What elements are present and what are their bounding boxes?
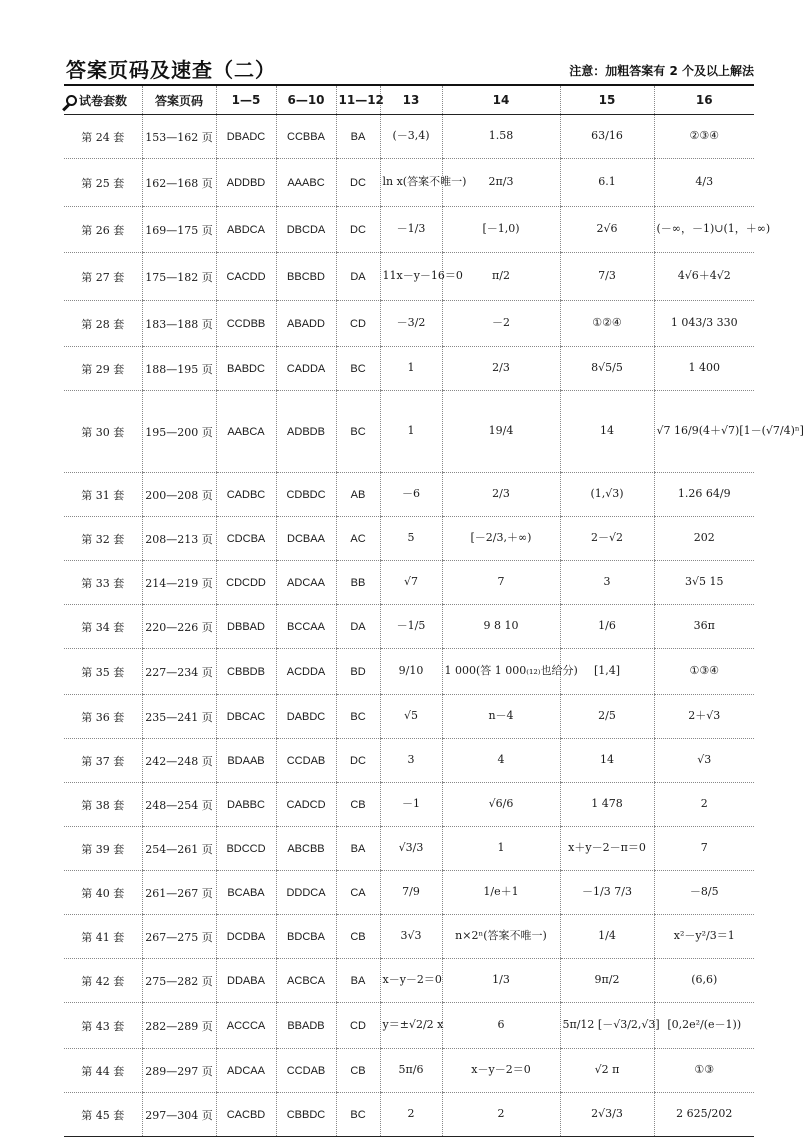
table-row <box>64 391 754 473</box>
cell-6-10: BCCAA <box>276 605 336 649</box>
cell-15: 2√3/3 <box>560 1093 654 1137</box>
cell-6-10: CCBBA <box>276 115 336 159</box>
cell-15: (1,√3) <box>560 473 654 517</box>
col-header-13: 13 <box>380 86 442 115</box>
cell-6-10: ADCAA <box>276 561 336 605</box>
cell-set: 第 41 套 <box>64 915 142 959</box>
cell-pages: 208—213 页 <box>142 517 216 561</box>
cell-13: －6 <box>380 473 442 517</box>
cell-pages: 289—297 页 <box>142 1049 216 1093</box>
cell-6-10: CADDA <box>276 347 336 391</box>
cell-15: [1,4] <box>560 649 654 695</box>
cell-set: 第 25 套 <box>64 159 142 207</box>
cell-13: 9/10 <box>380 649 442 695</box>
cell-pages: 254—261 页 <box>142 827 216 871</box>
table-row <box>64 517 754 561</box>
cell-13: √7 <box>380 561 442 605</box>
col-header-11-12: 11—12 <box>336 86 380 115</box>
table-row <box>64 1093 754 1137</box>
cell-16: －8/5 <box>654 871 754 915</box>
cell-13: √5 <box>380 695 442 739</box>
cell-pages: 248—254 页 <box>142 783 216 827</box>
cell-16: 2 625/202 <box>654 1093 754 1137</box>
cell-13: (－3,4) <box>380 115 442 159</box>
cell-pages: 200—208 页 <box>142 473 216 517</box>
cell-pages: 235—241 页 <box>142 695 216 739</box>
cell-6-10: DDDCA <box>276 871 336 915</box>
cell-13: 5π/6 <box>380 1049 442 1093</box>
cell-16: 4/3 <box>654 159 754 207</box>
cell-set: 第 38 套 <box>64 783 142 827</box>
cell-set: 第 35 套 <box>64 649 142 695</box>
cell-set: 第 24 套 <box>64 115 142 159</box>
cell-13: y＝±√2/2 x <box>380 1003 442 1049</box>
cell-15: x＋y－2－π＝0 <box>560 827 654 871</box>
cell-6-10: CCDAB <box>276 1049 336 1093</box>
cell-set: 第 43 套 <box>64 1003 142 1049</box>
cell-pages: 175—182 页 <box>142 253 216 301</box>
cell-16: 3√5 15 <box>654 561 754 605</box>
cell-14: 1.58 <box>442 115 560 159</box>
cell-6-10: DBCDA <box>276 207 336 253</box>
cell-15: √2 π <box>560 1049 654 1093</box>
cell-13: －1/3 <box>380 207 442 253</box>
page-note: 注意：加粗答案有 2 个及以上解法 <box>569 64 754 78</box>
cell-11-12: BA <box>336 959 380 1003</box>
col-header-14: 14 <box>442 86 560 115</box>
table-row <box>64 649 754 695</box>
cell-set: 第 34 套 <box>64 605 142 649</box>
table-row <box>64 473 754 517</box>
cell-16: [0,2e²/(e－1)) <box>654 1003 754 1049</box>
cell-13: 3√3 <box>380 915 442 959</box>
answer-table <box>64 86 804 1137</box>
cell-15: 5π/12 [－√3/2,√3] <box>560 1003 654 1049</box>
cell-1-5: BABDC <box>216 347 276 391</box>
cell-14: 1 000(答 1 000₍₁₂₎也给分) <box>442 649 560 695</box>
cell-pages: 282—289 页 <box>142 1003 216 1049</box>
cell-6-10: BBADB <box>276 1003 336 1049</box>
cell-16: ①③④ <box>654 649 754 695</box>
cell-16: (6,6) <box>654 959 754 1003</box>
cell-1-5: ADDBD <box>216 159 276 207</box>
cell-14: x－y－2＝0 <box>442 1049 560 1093</box>
cell-set: 第 44 套 <box>64 1049 142 1093</box>
cell-14: 2/3 <box>442 473 560 517</box>
cell-pages: 275—282 页 <box>142 959 216 1003</box>
cell-pages: 267—275 页 <box>142 915 216 959</box>
table-row <box>64 695 754 739</box>
cell-14: 1/3 <box>442 959 560 1003</box>
cell-11-12: CD <box>336 1003 380 1049</box>
cell-pages: 261—267 页 <box>142 871 216 915</box>
cell-15: 2√6 <box>560 207 654 253</box>
cell-1-5: CDCDD <box>216 561 276 605</box>
cell-13: －1/5 <box>380 605 442 649</box>
cell-15: 7/3 <box>560 253 654 301</box>
cell-14: [－1,0) <box>442 207 560 253</box>
cell-14: 2/3 <box>442 347 560 391</box>
cell-11-12: DA <box>336 253 380 301</box>
cell-6-10: DABDC <box>276 695 336 739</box>
cell-set: 第 37 套 <box>64 739 142 783</box>
cell-14: 4 <box>442 739 560 783</box>
cell-13: 2 <box>380 1093 442 1137</box>
cell-set: 第 27 套 <box>64 253 142 301</box>
table-row <box>64 871 754 915</box>
cell-pages: 214—219 页 <box>142 561 216 605</box>
table-row <box>64 301 754 347</box>
cell-6-10: BDCBA <box>276 915 336 959</box>
cell-15: 1/4 <box>560 915 654 959</box>
cell-pages: 162—168 页 <box>142 159 216 207</box>
cell-13: 7/9 <box>380 871 442 915</box>
cell-6-10: ADBDB <box>276 391 336 473</box>
cell-13: －1 <box>380 783 442 827</box>
cell-pages: 188—195 页 <box>142 347 216 391</box>
cell-set: 第 30 套 <box>64 391 142 473</box>
cell-set: 第 26 套 <box>64 207 142 253</box>
cell-11-12: CB <box>336 783 380 827</box>
cell-6-10: AAABC <box>276 159 336 207</box>
cell-13: 1 <box>380 347 442 391</box>
cell-14: n×2ⁿ(答案不唯一) <box>442 915 560 959</box>
cell-11-12: BC <box>336 347 380 391</box>
cell-14: [－2/3,＋∞) <box>442 517 560 561</box>
cell-16: 4√6＋4√2 <box>654 253 754 301</box>
cell-11-12: CD <box>336 301 380 347</box>
page-title: 答案页码及速查（二） <box>66 58 276 82</box>
cell-set: 第 39 套 <box>64 827 142 871</box>
cell-1-5: ADCAA <box>216 1049 276 1093</box>
table-row <box>64 827 754 871</box>
cell-1-5: BCABA <box>216 871 276 915</box>
cell-11-12: BC <box>336 1093 380 1137</box>
table-row <box>64 915 754 959</box>
cell-13: √3/3 <box>380 827 442 871</box>
cell-13: ln x(答案不唯一) <box>380 159 442 207</box>
table-row <box>64 207 754 253</box>
cell-16: √3 <box>654 739 754 783</box>
cell-1-5: DDABA <box>216 959 276 1003</box>
cell-1-5: CBBDB <box>216 649 276 695</box>
cell-set: 第 45 套 <box>64 1093 142 1137</box>
cell-16: 36π <box>654 605 754 649</box>
cell-6-10: ACDDA <box>276 649 336 695</box>
cell-1-5: CDCBA <box>216 517 276 561</box>
cell-13: 3 <box>380 739 442 783</box>
cell-1-5: DBBAD <box>216 605 276 649</box>
cell-set: 第 28 套 <box>64 301 142 347</box>
cell-set: 第 40 套 <box>64 871 142 915</box>
cell-11-12: BA <box>336 115 380 159</box>
cell-16: 2＋√3 <box>654 695 754 739</box>
cell-15: 63/16 <box>560 115 654 159</box>
cell-11-12: BC <box>336 391 380 473</box>
cell-pages: 153—162 页 <box>142 115 216 159</box>
cell-16: 1.26 64/9 <box>654 473 754 517</box>
cell-6-10: ACBCA <box>276 959 336 1003</box>
cell-13: 11x－y－16＝0 <box>380 253 442 301</box>
cell-14: n－4 <box>442 695 560 739</box>
cell-1-5: DBCAC <box>216 695 276 739</box>
cell-1-5: BDAAB <box>216 739 276 783</box>
table-row <box>64 347 754 391</box>
table-row <box>64 959 754 1003</box>
cell-6-10: CBBDC <box>276 1093 336 1137</box>
cell-1-5: AABCA <box>216 391 276 473</box>
cell-11-12: CB <box>336 915 380 959</box>
cell-set: 第 33 套 <box>64 561 142 605</box>
cell-15: －1/3 7/3 <box>560 871 654 915</box>
cell-pages: 242—248 页 <box>142 739 216 783</box>
cell-16: 1 043/3 330 <box>654 301 754 347</box>
magnifier-icon <box>66 95 77 106</box>
header-row <box>64 86 754 115</box>
cell-13: 1 <box>380 391 442 473</box>
cell-14: 7 <box>442 561 560 605</box>
cell-pages: 220—226 页 <box>142 605 216 649</box>
cell-11-12: BB <box>336 561 380 605</box>
col-header-1-5: 1—5 <box>216 86 276 115</box>
col-header-15: 15 <box>560 86 654 115</box>
table-row <box>64 1049 754 1093</box>
cell-15: 3 <box>560 561 654 605</box>
cell-6-10: CCDAB <box>276 739 336 783</box>
cell-16: 1 400 <box>654 347 754 391</box>
cell-11-12: AC <box>336 517 380 561</box>
table-body <box>64 115 804 1137</box>
cell-14: 2 <box>442 1093 560 1137</box>
cell-6-10: DCBAA <box>276 517 336 561</box>
cell-13: －3/2 <box>380 301 442 347</box>
cell-14: 1/e＋1 <box>442 871 560 915</box>
cell-14: 2π/3 <box>442 159 560 207</box>
cell-1-5: CACBD <box>216 1093 276 1137</box>
cell-16: x²－y²/3＝1 <box>654 915 754 959</box>
cell-15: 6.1 <box>560 159 654 207</box>
cell-11-12: AB <box>336 473 380 517</box>
table-row <box>64 739 754 783</box>
cell-1-5: CACDD <box>216 253 276 301</box>
cell-pages: 297—304 页 <box>142 1093 216 1137</box>
table-row <box>64 1003 754 1049</box>
cell-6-10: BBCBD <box>276 253 336 301</box>
cell-11-12: DA <box>336 605 380 649</box>
cell-14: 19/4 <box>442 391 560 473</box>
cell-16: 2 <box>654 783 754 827</box>
cell-set: 第 32 套 <box>64 517 142 561</box>
cell-6-10: ABADD <box>276 301 336 347</box>
cell-15: 9π/2 <box>560 959 654 1003</box>
cell-14: 6 <box>442 1003 560 1049</box>
cell-6-10: CADCD <box>276 783 336 827</box>
cell-14: 9 8 10 <box>442 605 560 649</box>
cell-11-12: DC <box>336 159 380 207</box>
cell-1-5: ABDCA <box>216 207 276 253</box>
cell-14: 1 <box>442 827 560 871</box>
cell-1-5: ACCCA <box>216 1003 276 1049</box>
table-row <box>64 253 754 301</box>
cell-13: 5 <box>380 517 442 561</box>
cell-15: 1 478 <box>560 783 654 827</box>
cell-6-10: ABCBB <box>276 827 336 871</box>
cell-1-5: DBADC <box>216 115 276 159</box>
cell-11-12: BC <box>336 695 380 739</box>
table-row <box>64 115 754 159</box>
cell-11-12: CB <box>336 1049 380 1093</box>
cell-1-5: BDCCD <box>216 827 276 871</box>
cell-15: 14 <box>560 739 654 783</box>
cell-14: π/2 <box>442 253 560 301</box>
cell-15: ①②④ <box>560 301 654 347</box>
cell-14: －2 <box>442 301 560 347</box>
cell-pages: 227—234 页 <box>142 649 216 695</box>
cell-1-5: DABBC <box>216 783 276 827</box>
cell-1-5: CADBC <box>216 473 276 517</box>
cell-11-12: CA <box>336 871 380 915</box>
cell-11-12: BD <box>336 649 380 695</box>
cell-15: 14 <box>560 391 654 473</box>
cell-1-5: CCDBB <box>216 301 276 347</box>
cell-15: 1/6 <box>560 605 654 649</box>
cell-pages: 195—200 页 <box>142 391 216 473</box>
table-row <box>64 605 754 649</box>
cell-15: 2－√2 <box>560 517 654 561</box>
cell-11-12: BA <box>336 827 380 871</box>
cell-11-12: DC <box>336 207 380 253</box>
col-header-16: 16 <box>654 86 754 115</box>
cell-16: 7 <box>654 827 754 871</box>
cell-set: 第 29 套 <box>64 347 142 391</box>
cell-15: 2/5 <box>560 695 654 739</box>
table-row <box>64 783 754 827</box>
cell-16: ①③ <box>654 1049 754 1093</box>
table-row <box>64 561 754 605</box>
cell-6-10: CDBDC <box>276 473 336 517</box>
table-row <box>64 159 754 207</box>
cell-13: x－y－2＝0 <box>380 959 442 1003</box>
cell-14: √6/6 <box>442 783 560 827</box>
cell-16: (－∞，－1)∪(1，＋∞) <box>654 207 754 253</box>
cell-15: 8√5/5 <box>560 347 654 391</box>
cell-pages: 169—175 页 <box>142 207 216 253</box>
col-header-6-10: 6—10 <box>276 86 336 115</box>
cell-11-12: DC <box>336 739 380 783</box>
cell-16: 202 <box>654 517 754 561</box>
col-header-pages: 答案页码 <box>142 86 216 115</box>
cell-16: ②③④ <box>654 115 754 159</box>
col-header-set: 试卷套数 <box>64 86 142 115</box>
cell-set: 第 36 套 <box>64 695 142 739</box>
cell-set: 第 42 套 <box>64 959 142 1003</box>
cell-set: 第 31 套 <box>64 473 142 517</box>
cell-pages: 183—188 页 <box>142 301 216 347</box>
cell-16: √7 16/9(4＋√7)[1－(√7/4)ⁿ] <box>654 391 754 473</box>
cell-1-5: DCDBA <box>216 915 276 959</box>
